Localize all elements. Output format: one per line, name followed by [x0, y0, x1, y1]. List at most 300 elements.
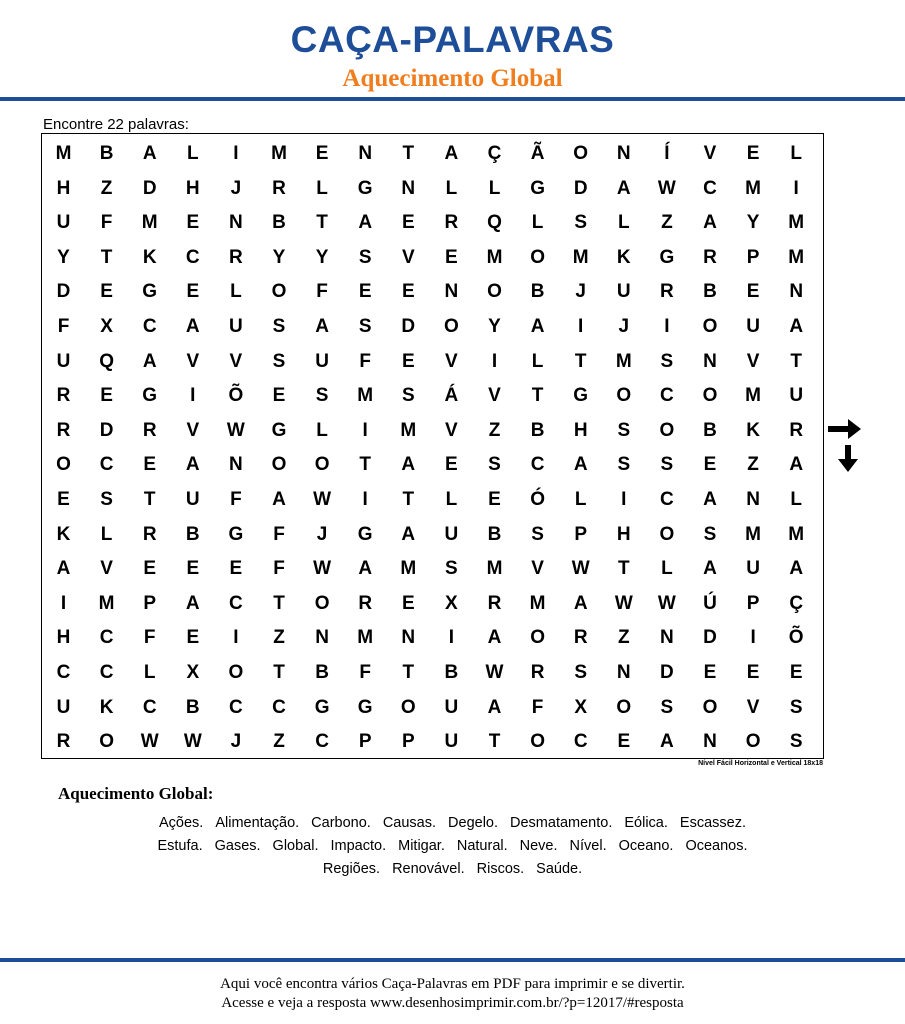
- grid-cell[interactable]: D: [660, 662, 674, 683]
- grid-cell[interactable]: L: [445, 489, 458, 510]
- grid-cell[interactable]: G: [659, 246, 675, 268]
- grid-cell[interactable]: U: [185, 489, 200, 510]
- grid-cell[interactable]: E: [100, 281, 113, 303]
- grid-cell[interactable]: T: [790, 350, 802, 372]
- grid-cell[interactable]: B: [703, 281, 717, 303]
- grid-cell[interactable]: I: [491, 350, 498, 372]
- grid-cell[interactable]: X: [574, 696, 588, 718]
- grid-cell[interactable]: Ó: [530, 489, 545, 510]
- grid-cell[interactable]: A: [616, 177, 631, 199]
- grid-cell[interactable]: R: [444, 212, 459, 234]
- grid-cell[interactable]: F: [273, 523, 285, 545]
- grid-cell[interactable]: E: [746, 143, 760, 164]
- grid-cell[interactable]: Ç: [487, 143, 502, 164]
- grid-cell[interactable]: B: [530, 419, 545, 441]
- grid-cell[interactable]: W: [571, 558, 590, 580]
- grid-cell[interactable]: M: [788, 212, 805, 234]
- grid-cell[interactable]: E: [789, 662, 803, 683]
- grid-cell[interactable]: J: [618, 316, 630, 337]
- grid-cell[interactable]: E: [315, 143, 329, 164]
- grid-cell[interactable]: M: [486, 246, 503, 268]
- grid-cell[interactable]: O: [271, 454, 287, 476]
- grid-cell[interactable]: B: [185, 696, 200, 718]
- grid-cell[interactable]: E: [617, 731, 631, 753]
- grid-cell[interactable]: L: [316, 177, 328, 199]
- grid-cell[interactable]: E: [358, 281, 372, 303]
- grid-cell[interactable]: O: [271, 281, 287, 303]
- grid-cell[interactable]: N: [616, 662, 631, 683]
- grid-cell[interactable]: A: [703, 558, 717, 580]
- grid-cell[interactable]: M: [55, 143, 72, 164]
- grid-cell[interactable]: F: [359, 662, 371, 683]
- grid-cell[interactable]: H: [573, 419, 588, 441]
- grid-cell[interactable]: R: [487, 592, 502, 614]
- grid-cell[interactable]: S: [789, 696, 803, 718]
- grid-cell[interactable]: G: [573, 385, 589, 407]
- grid-cell[interactable]: Y: [57, 246, 70, 268]
- grid-cell[interactable]: L: [574, 489, 587, 510]
- grid-cell[interactable]: E: [186, 627, 200, 649]
- grid-cell[interactable]: N: [789, 281, 804, 303]
- grid-cell[interactable]: I: [448, 627, 455, 649]
- grid-cell[interactable]: V: [488, 385, 501, 407]
- grid-cell[interactable]: N: [229, 454, 243, 476]
- grid-cell[interactable]: U: [56, 350, 71, 372]
- grid-cell[interactable]: C: [99, 662, 114, 683]
- grid-cell[interactable]: W: [614, 592, 633, 614]
- grid-cell[interactable]: N: [401, 177, 416, 199]
- grid-cell[interactable]: J: [230, 731, 242, 753]
- grid-cell[interactable]: A: [487, 627, 502, 649]
- grid-cell[interactable]: S: [617, 454, 631, 476]
- grid-cell[interactable]: G: [271, 419, 287, 441]
- grid-cell[interactable]: V: [100, 558, 113, 580]
- grid-cell[interactable]: W: [226, 419, 245, 441]
- grid-cell[interactable]: N: [746, 489, 760, 510]
- grid-cell[interactable]: M: [745, 177, 761, 199]
- grid-cell[interactable]: N: [616, 143, 631, 164]
- grid-cell[interactable]: M: [788, 246, 805, 268]
- grid-cell[interactable]: A: [789, 558, 804, 580]
- grid-cell[interactable]: N: [401, 627, 416, 649]
- grid-cell[interactable]: E: [143, 454, 157, 476]
- grid-cell[interactable]: B: [99, 143, 114, 164]
- grid-cell[interactable]: U: [56, 696, 71, 718]
- grid-cell[interactable]: C: [229, 592, 243, 614]
- grid-cell[interactable]: R: [56, 731, 71, 753]
- grid-cell[interactable]: E: [703, 454, 717, 476]
- grid-cell[interactable]: V: [445, 350, 458, 372]
- grid-cell[interactable]: S: [272, 350, 286, 372]
- grid-cell[interactable]: H: [56, 177, 71, 199]
- grid-cell[interactable]: T: [574, 350, 587, 372]
- grid-cell[interactable]: E: [746, 662, 760, 683]
- grid-cell[interactable]: A: [185, 454, 200, 476]
- grid-cell[interactable]: W: [183, 731, 202, 753]
- grid-cell[interactable]: O: [659, 523, 675, 545]
- grid-cell[interactable]: L: [790, 143, 802, 164]
- grid-cell[interactable]: B: [487, 523, 502, 545]
- grid-cell[interactable]: L: [531, 212, 544, 234]
- grid-cell[interactable]: M: [615, 350, 632, 372]
- grid-cell[interactable]: I: [621, 489, 627, 510]
- grid-cell[interactable]: A: [530, 316, 545, 337]
- grid-cell[interactable]: L: [143, 662, 156, 683]
- grid-cell[interactable]: C: [660, 385, 674, 407]
- grid-cell[interactable]: R: [789, 419, 804, 441]
- grid-cell[interactable]: I: [664, 316, 670, 337]
- grid-cell[interactable]: F: [316, 281, 328, 303]
- grid-cell[interactable]: C: [530, 454, 545, 476]
- grid-cell[interactable]: S: [488, 454, 501, 476]
- grid-cell[interactable]: M: [745, 523, 761, 545]
- grid-cell[interactable]: L: [186, 143, 199, 164]
- grid-cell[interactable]: E: [186, 558, 200, 580]
- grid-cell[interactable]: V: [186, 419, 200, 441]
- grid-cell[interactable]: H: [56, 627, 71, 649]
- grid-cell[interactable]: O: [616, 385, 632, 407]
- grid-cell[interactable]: O: [530, 627, 545, 649]
- grid-cell[interactable]: E: [746, 281, 760, 303]
- grid-cell[interactable]: B: [530, 281, 545, 303]
- grid-cell[interactable]: A: [185, 592, 200, 614]
- grid-cell[interactable]: O: [228, 662, 244, 683]
- grid-cell[interactable]: G: [357, 696, 373, 718]
- grid-cell[interactable]: S: [272, 316, 286, 337]
- grid-cell[interactable]: C: [315, 731, 329, 753]
- grid-cell[interactable]: O: [616, 696, 632, 718]
- grid-cell[interactable]: Õ: [228, 385, 244, 407]
- grid-cell[interactable]: L: [531, 350, 544, 372]
- grid-cell[interactable]: Z: [661, 212, 673, 234]
- grid-cell[interactable]: A: [142, 350, 157, 372]
- grid-cell[interactable]: O: [702, 316, 718, 337]
- grid-cell[interactable]: E: [186, 212, 200, 234]
- grid-cell[interactable]: O: [573, 143, 589, 164]
- grid-cell[interactable]: O: [702, 696, 718, 718]
- grid-cell[interactable]: O: [400, 696, 416, 718]
- grid-cell[interactable]: A: [56, 558, 71, 580]
- grid-cell[interactable]: S: [660, 696, 674, 718]
- grid-cell[interactable]: A: [573, 592, 588, 614]
- grid-cell[interactable]: V: [531, 558, 544, 580]
- grid-cell[interactable]: L: [230, 281, 242, 303]
- grid-cell[interactable]: S: [574, 212, 588, 234]
- grid-cell[interactable]: Q: [99, 350, 114, 372]
- grid-cell[interactable]: E: [488, 489, 501, 510]
- grid-cell[interactable]: R: [573, 627, 588, 649]
- grid-cell[interactable]: P: [143, 592, 157, 614]
- grid-cell[interactable]: O: [659, 419, 675, 441]
- grid-cell[interactable]: W: [657, 177, 676, 199]
- grid-cell[interactable]: V: [229, 350, 243, 372]
- grid-cell[interactable]: N: [444, 281, 459, 303]
- grid-cell[interactable]: K: [746, 419, 760, 441]
- grid-cell[interactable]: G: [357, 523, 373, 545]
- grid-cell[interactable]: K: [142, 246, 157, 268]
- grid-cell[interactable]: W: [313, 558, 332, 580]
- grid-cell[interactable]: E: [401, 281, 415, 303]
- grid-cell[interactable]: A: [185, 316, 200, 337]
- grid-cell[interactable]: S: [789, 731, 803, 753]
- grid-cell[interactable]: O: [530, 731, 545, 753]
- grid-cell[interactable]: R: [358, 592, 373, 614]
- grid-cell[interactable]: A: [315, 316, 329, 337]
- grid-cell[interactable]: P: [746, 592, 760, 614]
- grid-cell[interactable]: U: [444, 731, 459, 753]
- grid-cell[interactable]: A: [789, 316, 804, 337]
- grid-cell[interactable]: A: [789, 454, 804, 476]
- grid-cell[interactable]: E: [143, 558, 157, 580]
- grid-cell[interactable]: V: [746, 350, 760, 372]
- grid-cell[interactable]: M: [271, 143, 287, 164]
- grid-cell[interactable]: R: [703, 246, 717, 268]
- grid-cell[interactable]: T: [100, 246, 113, 268]
- grid-cell[interactable]: M: [357, 385, 374, 407]
- grid-cell[interactable]: T: [316, 212, 328, 234]
- grid-cell[interactable]: N: [703, 731, 717, 753]
- grid-cell[interactable]: O: [702, 385, 718, 407]
- grid-cell[interactable]: S: [660, 454, 674, 476]
- grid-cell[interactable]: N: [229, 212, 243, 234]
- grid-cell[interactable]: I: [750, 627, 756, 649]
- grid-cell[interactable]: R: [56, 419, 71, 441]
- grid-cell[interactable]: B: [185, 523, 200, 545]
- grid-cell[interactable]: A: [487, 696, 502, 718]
- grid-cell[interactable]: J: [316, 523, 328, 545]
- grid-cell[interactable]: C: [99, 627, 114, 649]
- grid-cell[interactable]: D: [703, 627, 717, 649]
- grid-cell[interactable]: M: [400, 419, 417, 441]
- grid-cell[interactable]: Z: [617, 627, 630, 649]
- grid-cell[interactable]: E: [445, 454, 458, 476]
- grid-cell[interactable]: M: [572, 246, 589, 268]
- grid-cell[interactable]: D: [56, 281, 71, 303]
- grid-cell[interactable]: A: [660, 731, 674, 753]
- grid-cell[interactable]: I: [233, 143, 239, 164]
- grid-cell[interactable]: S: [531, 523, 544, 545]
- grid-cell[interactable]: Ã: [530, 143, 545, 164]
- grid-cell[interactable]: C: [185, 246, 200, 268]
- grid-cell[interactable]: E: [57, 489, 70, 510]
- grid-cell[interactable]: K: [99, 696, 114, 718]
- grid-cell[interactable]: R: [142, 523, 157, 545]
- grid-cell[interactable]: N: [703, 350, 717, 372]
- grid-cell[interactable]: A: [703, 212, 717, 234]
- grid-cell[interactable]: M: [529, 592, 546, 614]
- grid-cell[interactable]: N: [315, 627, 329, 649]
- grid-cell[interactable]: S: [315, 385, 329, 407]
- grid-cell[interactable]: E: [445, 246, 458, 268]
- grid-cell[interactable]: T: [402, 489, 415, 510]
- grid-cell[interactable]: Õ: [788, 627, 804, 649]
- grid-cell[interactable]: B: [272, 212, 286, 234]
- grid-cell[interactable]: E: [272, 385, 286, 407]
- grid-cell[interactable]: Z: [100, 177, 113, 199]
- grid-cell[interactable]: A: [401, 523, 416, 545]
- grid-cell[interactable]: P: [574, 523, 588, 545]
- grid-cell[interactable]: R: [142, 419, 157, 441]
- grid-cell[interactable]: M: [141, 212, 158, 234]
- grid-cell[interactable]: S: [358, 316, 372, 337]
- grid-cell[interactable]: T: [531, 385, 544, 407]
- grid-cell[interactable]: M: [788, 523, 805, 545]
- grid-cell[interactable]: E: [229, 558, 243, 580]
- grid-cell[interactable]: I: [233, 627, 239, 649]
- grid-cell[interactable]: K: [616, 246, 631, 268]
- grid-cell[interactable]: S: [358, 246, 372, 268]
- grid-cell[interactable]: T: [402, 143, 415, 164]
- grid-cell[interactable]: Y: [488, 316, 501, 337]
- grid-cell[interactable]: S: [401, 385, 415, 407]
- grid-cell[interactable]: S: [100, 489, 113, 510]
- grid-cell[interactable]: C: [660, 489, 674, 510]
- grid-cell[interactable]: V: [746, 696, 760, 718]
- grid-cell[interactable]: Y: [746, 212, 760, 234]
- grid-cell[interactable]: E: [401, 592, 415, 614]
- grid-cell[interactable]: T: [143, 489, 156, 510]
- grid-cell[interactable]: R: [660, 281, 674, 303]
- grid-cell[interactable]: C: [272, 696, 286, 718]
- grid-cell[interactable]: E: [401, 212, 415, 234]
- grid-cell[interactable]: U: [444, 696, 459, 718]
- grid-cell[interactable]: U: [444, 523, 459, 545]
- grid-cell[interactable]: P: [401, 731, 415, 753]
- grid-cell[interactable]: B: [703, 419, 717, 441]
- grid-cell[interactable]: J: [230, 177, 242, 199]
- grid-cell[interactable]: O: [99, 731, 114, 753]
- grid-cell[interactable]: O: [745, 731, 761, 753]
- grid-cell[interactable]: E: [401, 350, 415, 372]
- grid-cell[interactable]: M: [400, 558, 417, 580]
- grid-cell[interactable]: M: [486, 558, 503, 580]
- grid-cell[interactable]: I: [190, 385, 196, 407]
- grid-cell[interactable]: S: [703, 523, 717, 545]
- grid-cell[interactable]: O: [314, 454, 330, 476]
- grid-cell[interactable]: L: [617, 212, 630, 234]
- grid-cell[interactable]: A: [703, 489, 717, 510]
- grid-cell[interactable]: C: [142, 316, 157, 337]
- grid-cell[interactable]: T: [402, 662, 415, 683]
- grid-cell[interactable]: D: [142, 177, 157, 199]
- grid-cell[interactable]: L: [488, 177, 501, 199]
- grid-cell[interactable]: F: [359, 350, 371, 372]
- grid-cell[interactable]: R: [56, 385, 71, 407]
- grid-cell[interactable]: P: [746, 246, 760, 268]
- grid-cell[interactable]: N: [660, 627, 674, 649]
- grid-cell[interactable]: B: [315, 662, 329, 683]
- grid-cell[interactable]: Y: [272, 246, 286, 268]
- grid-cell[interactable]: U: [229, 316, 243, 337]
- grid-cell[interactable]: O: [314, 592, 330, 614]
- grid-cell[interactable]: B: [444, 662, 459, 683]
- grid-cell[interactable]: L: [445, 177, 458, 199]
- grid-cell[interactable]: U: [746, 316, 760, 337]
- grid-cell[interactable]: A: [142, 143, 157, 164]
- grid-cell[interactable]: F: [143, 627, 156, 649]
- grid-cell[interactable]: N: [358, 143, 373, 164]
- grid-cell[interactable]: Z: [747, 454, 759, 476]
- grid-cell[interactable]: O: [444, 316, 459, 337]
- grid-cell[interactable]: X: [186, 662, 200, 683]
- grid-cell[interactable]: F: [531, 696, 544, 718]
- grid-cell[interactable]: W: [657, 592, 676, 614]
- grid-cell[interactable]: A: [401, 454, 416, 476]
- grid-cell[interactable]: M: [98, 592, 115, 614]
- grid-cell[interactable]: K: [56, 523, 71, 545]
- grid-cell[interactable]: I: [362, 419, 368, 441]
- grid-cell[interactable]: I: [578, 316, 584, 337]
- grid-cell[interactable]: A: [272, 489, 286, 510]
- grid-cell[interactable]: T: [273, 592, 285, 614]
- grid-cell[interactable]: E: [186, 281, 200, 303]
- grid-cell[interactable]: D: [401, 316, 416, 337]
- grid-cell[interactable]: V: [186, 350, 200, 372]
- grid-cell[interactable]: L: [100, 523, 113, 545]
- grid-cell[interactable]: T: [273, 662, 285, 683]
- grid-cell[interactable]: S: [617, 419, 631, 441]
- grid-cell[interactable]: D: [573, 177, 588, 199]
- grid-cell[interactable]: P: [358, 731, 372, 753]
- grid-cell[interactable]: L: [316, 419, 328, 441]
- grid-cell[interactable]: I: [362, 489, 368, 510]
- grid-cell[interactable]: H: [616, 523, 631, 545]
- grid-cell[interactable]: L: [790, 489, 802, 510]
- grid-cell[interactable]: D: [99, 419, 114, 441]
- grid-cell[interactable]: G: [314, 696, 330, 718]
- grid-cell[interactable]: V: [703, 143, 717, 164]
- grid-cell[interactable]: V: [445, 419, 458, 441]
- grid-cell[interactable]: U: [616, 281, 631, 303]
- grid-cell[interactable]: S: [445, 558, 458, 580]
- grid-cell[interactable]: V: [401, 246, 415, 268]
- grid-cell[interactable]: Q: [487, 212, 502, 234]
- grid-cell[interactable]: S: [660, 350, 674, 372]
- grid-cell[interactable]: S: [574, 662, 588, 683]
- grid-cell[interactable]: C: [142, 696, 157, 718]
- grid-cell[interactable]: G: [228, 523, 244, 545]
- grid-cell[interactable]: W: [140, 731, 159, 753]
- grid-cell[interactable]: L: [661, 558, 673, 580]
- grid-cell[interactable]: C: [99, 454, 114, 476]
- grid-cell[interactable]: Z: [273, 627, 285, 649]
- grid-cell[interactable]: A: [573, 454, 588, 476]
- grid-cell[interactable]: T: [617, 558, 630, 580]
- grid-cell[interactable]: F: [100, 212, 113, 234]
- grid-cell[interactable]: J: [575, 281, 586, 303]
- grid-cell[interactable]: Z: [273, 731, 285, 753]
- grid-cell[interactable]: Í: [664, 143, 670, 164]
- grid-cell[interactable]: C: [703, 177, 717, 199]
- grid-cell[interactable]: A: [358, 212, 373, 234]
- grid-cell[interactable]: Y: [315, 246, 329, 268]
- grid-cell[interactable]: W: [313, 489, 332, 510]
- grid-cell[interactable]: G: [142, 281, 158, 303]
- grid-cell[interactable]: C: [56, 662, 71, 683]
- grid-cell[interactable]: C: [573, 731, 588, 753]
- grid-cell[interactable]: I: [60, 592, 67, 614]
- grid-cell[interactable]: G: [142, 385, 158, 407]
- grid-cell[interactable]: F: [273, 558, 285, 580]
- grid-cell[interactable]: M: [745, 385, 761, 407]
- grid-cell[interactable]: F: [57, 316, 70, 337]
- grid-cell[interactable]: O: [56, 454, 71, 476]
- grid-cell[interactable]: E: [703, 662, 717, 683]
- grid-cell[interactable]: G: [530, 177, 545, 199]
- grid-cell[interactable]: H: [185, 177, 200, 199]
- grid-cell[interactable]: R: [229, 246, 243, 268]
- grid-cell[interactable]: A: [444, 143, 459, 164]
